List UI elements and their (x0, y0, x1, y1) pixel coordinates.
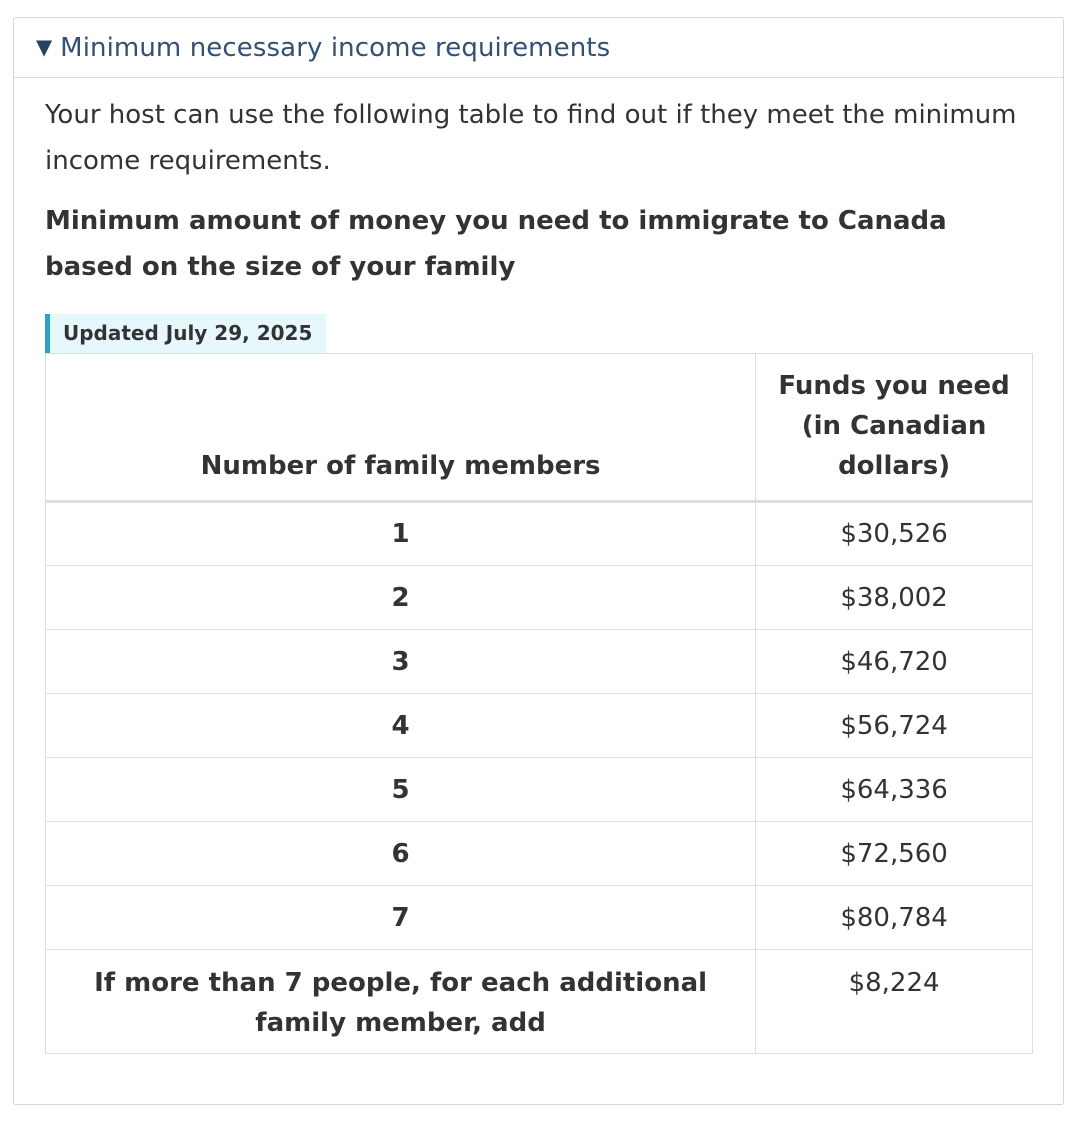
funds-cell: $46,720 (756, 630, 1033, 694)
funds-cell: $80,784 (756, 886, 1033, 950)
additional-member-funds: $8,224 (756, 950, 1033, 1054)
table-row (46, 822, 1033, 886)
family-members-cell: 5 (46, 758, 756, 822)
table-row (46, 694, 1033, 758)
intro-paragraph: Your host can use the following table to find out if they meet the minimum income requirements. (45, 100, 1017, 176)
table-row-additional-member (46, 950, 1033, 1054)
table-header-row (46, 354, 1033, 502)
additional-member-label: If more than 7 people, for each additional family member, add (46, 950, 756, 1054)
funds-cell: $30,526 (756, 502, 1033, 566)
income-requirements-details (13, 17, 1064, 1105)
family-members-cell: 1 (46, 502, 756, 566)
caret-down-icon: ▼ (36, 35, 53, 59)
details-content (14, 92, 1063, 1054)
family-members-cell: 2 (46, 566, 756, 630)
funds-cell: $64,336 (756, 758, 1033, 822)
funds-cell: $38,002 (756, 566, 1033, 630)
funds-cell: $56,724 (756, 694, 1033, 758)
family-members-cell: 3 (46, 630, 756, 694)
family-members-cell: 7 (46, 886, 756, 950)
table-row (46, 502, 1033, 566)
header-family-members: Number of family members (46, 354, 756, 502)
family-members-cell: 4 (46, 694, 756, 758)
table-row (46, 566, 1033, 630)
income-requirements-table (45, 353, 1033, 1054)
details-summary-toggle[interactable] (14, 18, 1063, 78)
updated-date-badge: Updated July 29, 2025 (45, 314, 326, 353)
table-row (46, 886, 1033, 950)
table-row (46, 630, 1033, 694)
funds-cell: $72,560 (756, 822, 1033, 886)
table-row (46, 758, 1033, 822)
details-summary-label: Minimum necessary income requirements (60, 32, 611, 63)
header-funds-needed: Funds you need (in Canadian dollars) (756, 354, 1033, 502)
table-heading: Minimum amount of money you need to immigrate to Canada based on the size of your family (45, 206, 947, 282)
family-members-cell: 6 (46, 822, 756, 886)
